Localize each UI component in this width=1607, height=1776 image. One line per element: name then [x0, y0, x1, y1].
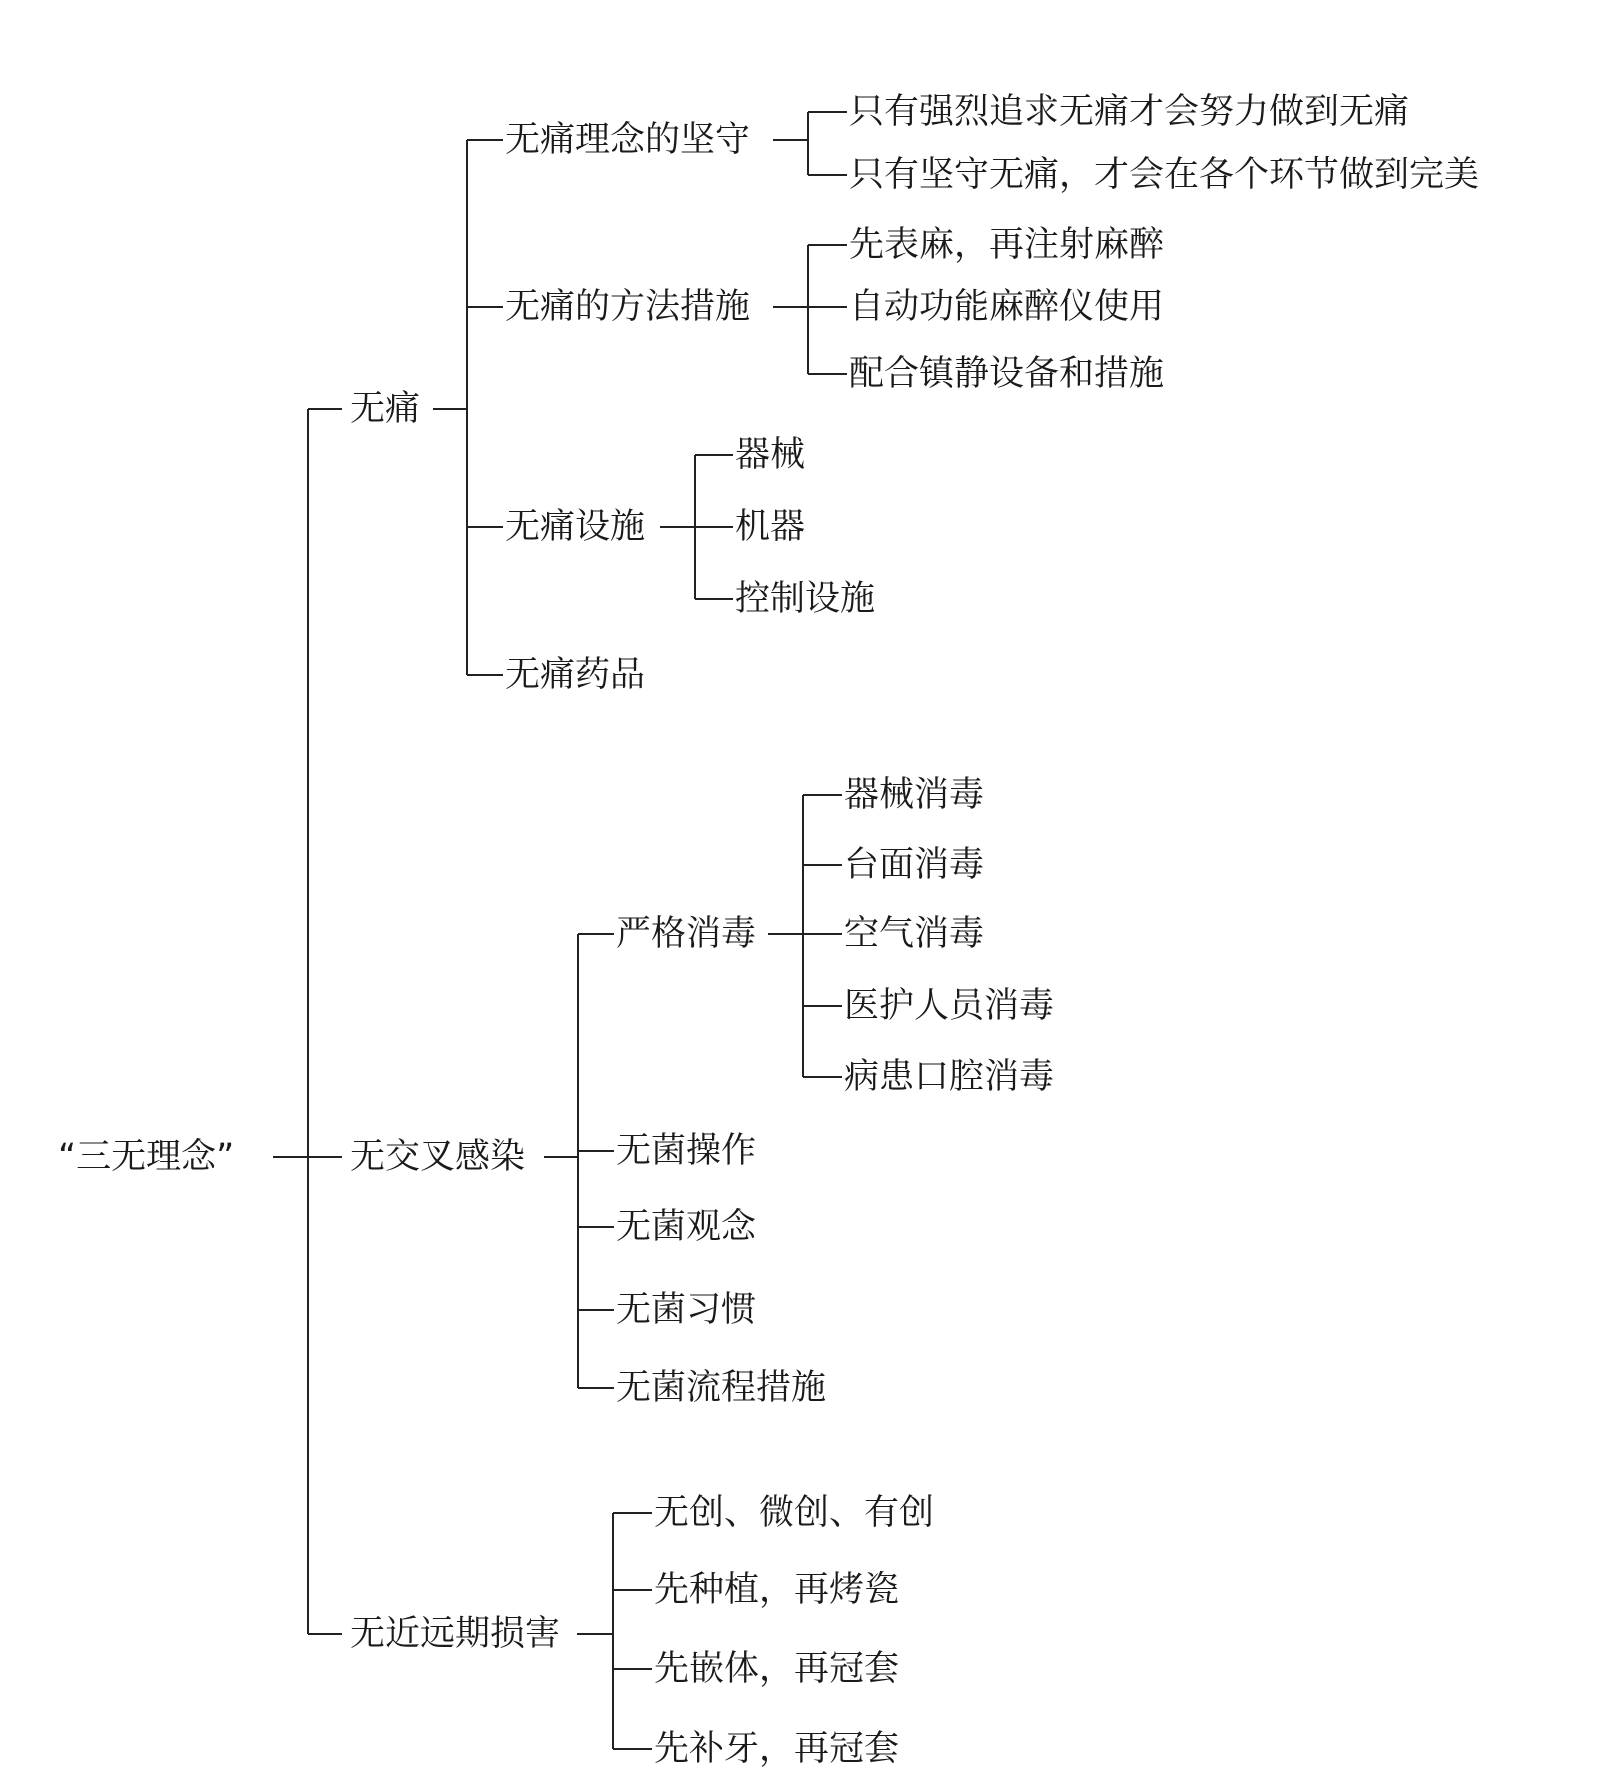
- leaf-item: 先种植，再烤瓷: [654, 1570, 900, 1610]
- leaf-item: 器械消毒: [844, 775, 985, 815]
- node-painless-methods: 无痛的方法措施: [505, 287, 751, 327]
- node-aseptic-concept: 无菌观念: [616, 1207, 757, 1247]
- node-strict-disinfection: 严格消毒: [616, 914, 757, 954]
- branch-no-cross-infection: 无交叉感染: [350, 1137, 526, 1177]
- node-painless-facilities: 无痛设施: [505, 507, 646, 547]
- leaf-item: 配合镇静设备和措施: [849, 354, 1165, 394]
- leaf-item: 病患口腔消毒: [844, 1057, 1055, 1097]
- leaf-item: 空气消毒: [844, 914, 985, 954]
- branch-no-pain: 无痛: [350, 389, 421, 429]
- node-aseptic-habit: 无菌习惯: [616, 1290, 757, 1330]
- leaf-item: 医护人员消毒: [844, 986, 1055, 1026]
- leaf-item: 只有坚守无痛，才会在各个环节做到完美: [849, 155, 1480, 195]
- root-node: “三无理念”: [58, 1137, 235, 1177]
- leaf-item: 台面消毒: [844, 845, 985, 885]
- leaf-item: 自动功能麻醉仪使用: [849, 287, 1165, 327]
- node-painless-drugs: 无痛药品: [505, 655, 646, 695]
- branch-no-harm: 无近远期损害: [350, 1614, 561, 1654]
- leaf-item: 无创、微创、有创: [654, 1493, 935, 1533]
- node-painless-concept: 无痛理念的坚守: [505, 120, 751, 160]
- leaf-item: 先补牙，再冠套: [654, 1729, 900, 1769]
- leaf-item: 机器: [735, 507, 806, 547]
- leaf-item: 先表麻，再注射麻醉: [849, 225, 1165, 265]
- leaf-item: 器械: [735, 435, 806, 475]
- leaf-item: 先嵌体，再冠套: [654, 1649, 900, 1689]
- node-labels: [58, 92, 1479, 1769]
- leaf-item: 控制设施: [735, 579, 876, 619]
- leaf-item: 只有强烈追求无痛才会努力做到无痛: [849, 92, 1410, 132]
- node-aseptic-operation: 无菌操作: [616, 1131, 757, 1171]
- node-aseptic-process: 无菌流程措施: [616, 1368, 827, 1408]
